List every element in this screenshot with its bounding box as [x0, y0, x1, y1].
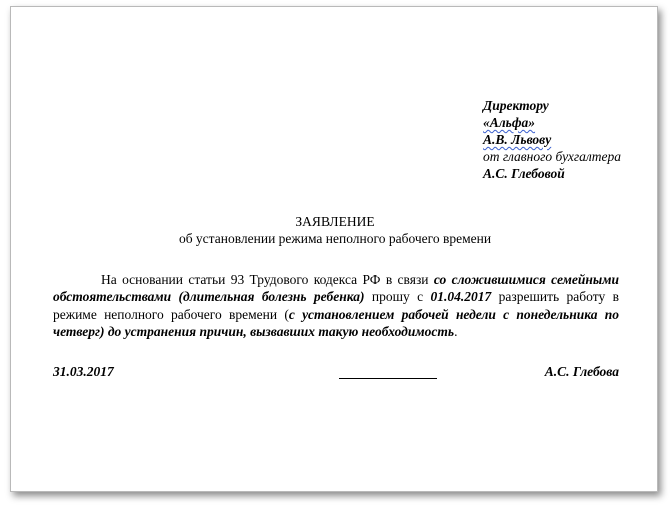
addressee-name-text: А.В. Львову	[483, 132, 552, 147]
body-text-1: На основании статьи 93 Трудового кодекса РФ в связи	[101, 272, 434, 287]
body-text-2: прошу с	[364, 289, 431, 305]
addressee-block	[483, 97, 621, 182]
signature-row	[53, 363, 619, 383]
document-page	[10, 6, 658, 492]
signature-date: 31.03.2017	[53, 364, 114, 379]
sender-position: от главного бухгалтера	[483, 149, 622, 164]
addressee-name	[483, 131, 621, 148]
addressee-company: «Альфа»	[483, 115, 536, 130]
statement-body	[53, 271, 619, 341]
body-schedule: с установлением рабочей недели с понедельника по четверг) до устранения причин, вызвавших такую необходимость	[53, 306, 619, 340]
body-text-3: разрешить работу в режиме неполного рабочего времени (	[53, 289, 619, 322]
signature-line	[339, 378, 437, 379]
body-reason: со сложившимися семейными обстоятельствами (длительная болезнь ребенка)	[53, 272, 619, 305]
document-title	[11, 213, 659, 247]
signature-name: А.С. Глебова	[544, 364, 619, 379]
body-start-date: 01.04.2017	[430, 289, 492, 305]
sender-name: А.С. Глебовой	[483, 166, 565, 181]
addressee-position: Директору	[483, 98, 549, 113]
body-text-end: .	[454, 324, 458, 340]
title-subheading: об установлении режима неполного рабочего времени	[178, 231, 492, 246]
title-heading: ЗАЯВЛЕНИЕ	[295, 214, 375, 229]
